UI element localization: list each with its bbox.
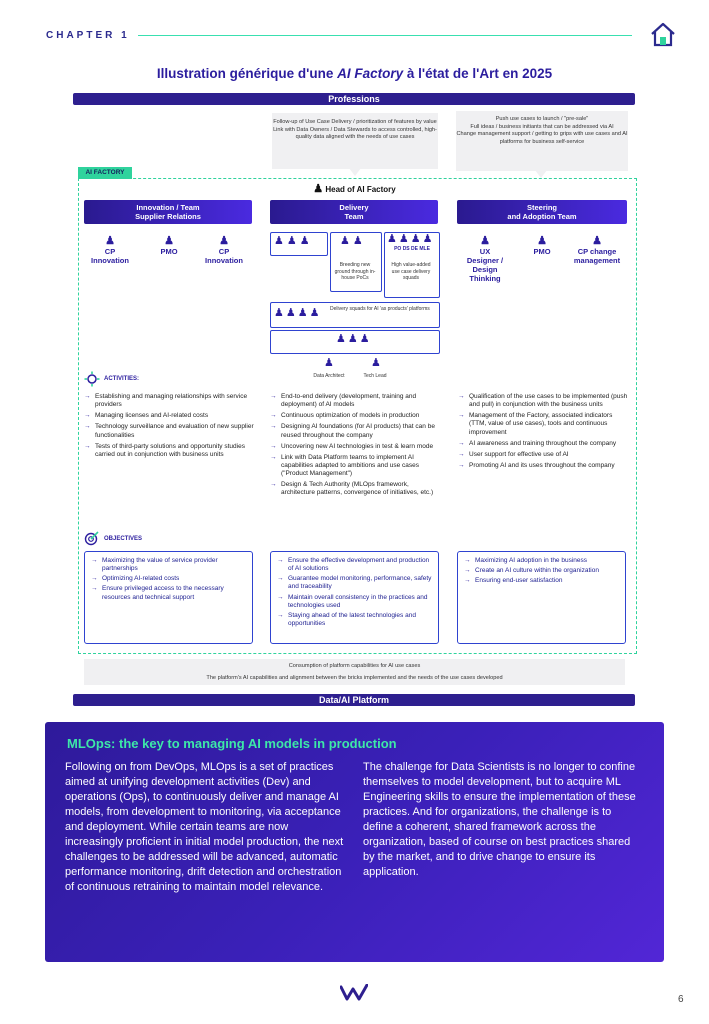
list-item: → Maintain overall consistency in the practices and technologies used: [277, 594, 432, 610]
page-number: 6: [678, 994, 684, 1005]
w-logo-icon: [340, 984, 368, 1002]
list-item: → Guarantee model monitoring, performance, safety and traceability: [277, 575, 432, 591]
list-item: → Management of the Factory, associated indicators (TTM, value of use cases), tools and continuous improvement: [458, 412, 630, 436]
role-pmo: ♟ PMO: [518, 236, 566, 256]
role-cp-innovation: ♟ CP Innovation: [200, 236, 248, 265]
platform-bar: Data/AI Platform: [73, 694, 635, 706]
activities-middle: [270, 393, 442, 500]
person-icon: ♟: [537, 235, 547, 247]
person-icon: ♟: [313, 183, 324, 195]
list-item: → Maximizing the value of service provider partnerships: [91, 557, 246, 573]
list-item: → Ensure the effective development and production of AI solutions: [277, 557, 432, 573]
objectives-right-box: [457, 551, 626, 644]
mlops-title: MLOps: the key to managing AI models in production: [67, 736, 397, 751]
list-item: → Managing licenses and AI-related costs: [84, 412, 254, 420]
objectives-heading: OBJECTIVES: [104, 536, 143, 542]
person-icon: ♟♟: [340, 235, 366, 247]
mlops-col-1: Following on from DevOps, MLOps is a set of practices aimed at unifying development activities (Dev) and operations (Ops), to continuously deliver and manage AI models, from development to monitoring, via acceptance and deployment. While certain teams are now increasingly proficient in initial model production, the next challenges to be addressed will be advanced, automatic performance monitoring, drift detection and orchestration of continuous retraining to maintain model relevance.: [65, 761, 344, 893]
person-icon: ♟: [371, 357, 381, 369]
list-item: → Uncovering new AI technologies in test & learn mode: [270, 443, 442, 451]
list-item: → Ensure privileged access to the necessary resources and technical support: [91, 585, 246, 601]
person-icon: ♟♟♟♟: [274, 307, 322, 319]
figure-title: Illustration générique d'une AI Factory à l'état de l'Art en 2025: [156, 66, 553, 81]
list-item: → Design & Tech Authority (MLOps framework, architecture patterns, convergence of initiatives, etc.): [270, 481, 442, 497]
professions-bar: Professions: [73, 93, 635, 105]
role-ux-designer: ♟ UX Designer / Design Thinking: [459, 236, 511, 283]
list-item: → Continuous optimization of models in production: [270, 412, 442, 420]
home-icon[interactable]: [649, 21, 677, 47]
person-icon: ♟: [164, 235, 174, 247]
mlops-col-2: The challenge for Data Scientists is no longer to confine themselves to model development, but to acquire ML Engineering skills to ensure the implementation of these practices. And for organizations, the challenge is to define a coherent, shared framework across the organization, based of course on best practices shared by the market, and to drive change to ensure its application.: [363, 761, 636, 878]
team-innovation: Innovation / Team Supplier Relations: [84, 200, 252, 224]
arrow-down-icon: [349, 168, 361, 176]
data-architect-label: Data Architect: [313, 373, 345, 379]
consumption-box: [84, 659, 625, 685]
objectives-left-box: [84, 551, 253, 644]
tech-lead-label: Tech Lead: [363, 373, 387, 379]
list-item: → Qualification of the use cases to be implemented (push and pull) in conjunction with the business units: [458, 393, 630, 409]
role-cp-change-management: ♟ CP change management: [566, 236, 628, 265]
list-item: → Optimizing AI-related costs: [91, 575, 246, 583]
head-of-ai-factory: ♟ Head of AI Factory: [313, 183, 396, 195]
chapter-label: CHAPTER 1: [46, 30, 130, 41]
list-item: → Link with Data Platform teams to implement AI capabilities adapted to ambitions and use cases ("Product Management"): [270, 454, 442, 478]
list-item: → Staying ahead of the latest technologies and opportunities: [277, 612, 432, 628]
person-icon: ♟: [219, 235, 229, 247]
squad-platform-label: Delivery squads for AI 'as products' platforms: [330, 306, 430, 312]
list-item: → End-to-end delivery (development, training and deployment) of AI models: [270, 393, 442, 409]
team-steering: Steering and Adoption Team: [457, 200, 627, 224]
activities-left: [84, 393, 254, 462]
arrow-down-icon: [535, 170, 547, 178]
target-icon: [84, 530, 100, 546]
person-icon: ♟♟♟♟: [387, 233, 435, 245]
list-item: → Establishing and managing relationships with service providers: [84, 393, 254, 409]
activities-heading: ACTIVITIES:: [104, 376, 140, 382]
person-icon: ♟: [324, 357, 334, 369]
consumption-line: The platform's AI capabilities and alignment between the bricks implemented and the needs of the use cases developed: [206, 674, 503, 681]
person-icon: ♟: [480, 235, 490, 247]
person-icon: ♟♟♟: [336, 333, 372, 345]
list-item: → Promoting AI and its uses throughout the company: [458, 462, 630, 470]
team-delivery: Delivery Team: [270, 200, 438, 224]
chapter-divider: [138, 35, 632, 36]
list-item: → Ensuring end-user satisfaction: [464, 577, 619, 585]
list-item: → Create an AI culture within the organization: [464, 567, 619, 575]
list-item: → Designing AI foundations (for AI products) that can be reused throughout the company: [270, 423, 442, 439]
delivery-note: Follow-up of Use Case Delivery / prioritization of features by value Link with Data Owners / Data Stewards to access controlled, high-quality data aligned with the needs of use cases: [272, 113, 438, 169]
person-icon: ♟♟♟: [274, 235, 313, 247]
consumption-line: Consumption of platform capabilities for AI use cases: [288, 663, 421, 669]
person-icon: ♟: [105, 235, 115, 247]
squad-poc-label: Breeding new ground through in-house PoCs: [334, 262, 376, 281]
list-item: → Tests of third-party solutions and opportunity studies carried out in conjunction with business units: [84, 443, 254, 459]
role-pmo: ♟ PMO: [145, 236, 193, 256]
squad-roles: PO DS DE MLE: [394, 246, 430, 252]
list-item: → Technology surveillance and evaluation of new supplier functionalities: [84, 423, 254, 439]
role-cp-innovation: ♟ CP Innovation: [86, 236, 134, 265]
list-item: → AI awareness and training throughout the company: [458, 440, 630, 448]
activities-right: [458, 393, 630, 473]
list-item: → Maximizing AI adoption in the business: [464, 557, 619, 565]
squad-usecase-label: High value-added use case delivery squads: [391, 262, 431, 281]
person-icon: ♟: [592, 235, 602, 247]
ai-factory-label: AI FACTORY: [78, 167, 132, 179]
steering-note: Push use cases to launch / "pre-sale" Full ideas / business initiants that can be addressed via AI Change management support / getting to grips with use cases and AI platforms for business self-service: [456, 111, 628, 171]
gear-icon: [84, 371, 100, 387]
list-item: → User support for effective use of AI: [458, 451, 630, 459]
objectives-middle-box: [270, 551, 439, 644]
